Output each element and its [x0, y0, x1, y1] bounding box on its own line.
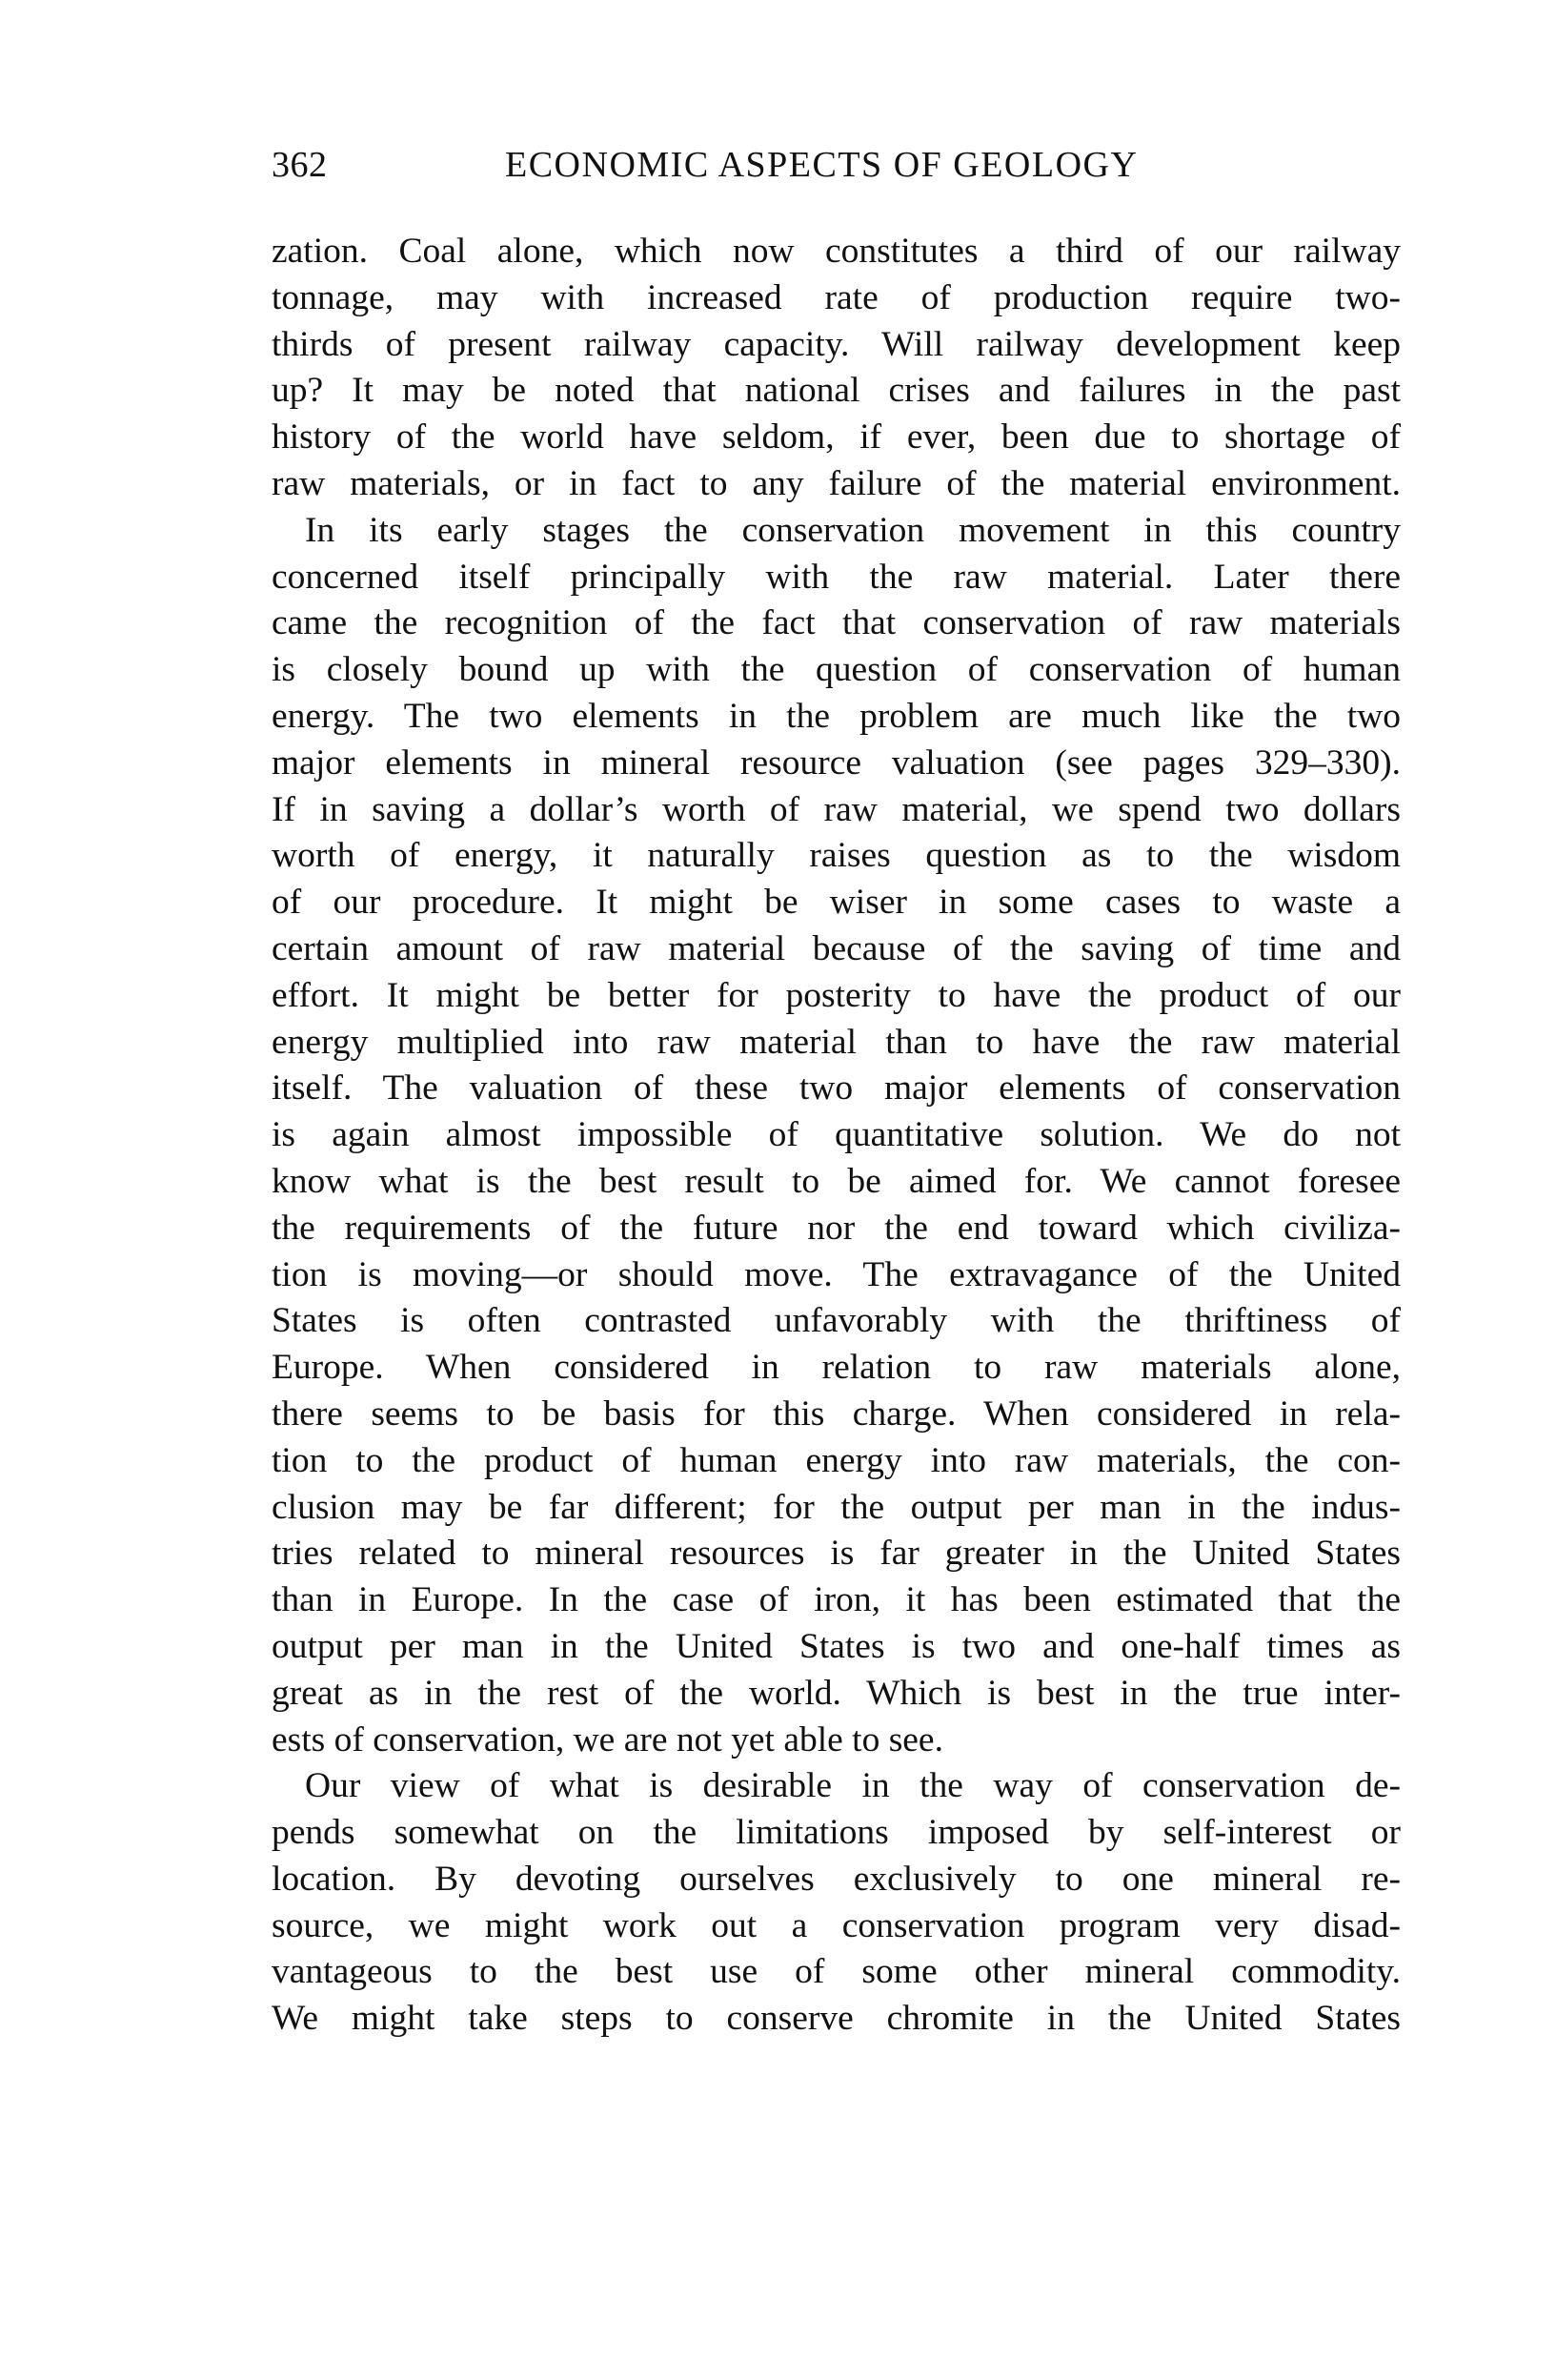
text-line: major elements in mineral resource valuation (see pages 329–330).: [272, 742, 1401, 783]
text-line: States is often contrasted unfavorably with the thriftiness of: [272, 1301, 1401, 1341]
text-line: output per man in the United States is two and one-half times as: [272, 1626, 1401, 1666]
paragraph: [272, 508, 1401, 1764]
running-header: [272, 141, 1405, 189]
text-line: tion to the product of human energy into raw materials, the con-: [272, 1440, 1401, 1480]
text-line: than in Europe. In the case of iron, it has been estimated that the: [272, 1580, 1401, 1620]
text-line: concerned itself principally with the raw material. Later there: [272, 557, 1401, 597]
page-number: 362: [272, 145, 328, 185]
text-line: great as in the rest of the world. Which is best in the true inter-: [272, 1673, 1401, 1713]
text-line: If in saving a dollar’s worth of raw material, we spend two dollars: [272, 789, 1401, 829]
text-line: the requirements of the future nor the end toward which civiliza-: [272, 1208, 1401, 1248]
text-line: tonnage, may with increased rate of production require two-: [272, 277, 1401, 317]
text-line: of our procedure. It might be wiser in some cases to waste a: [272, 883, 1401, 923]
text-line: thirds of present railway capacity. Will railway development keep: [272, 324, 1401, 364]
text-line: location. By devoting ourselves exclusively to one mineral re-: [272, 1859, 1401, 1899]
text-line: is again almost impossible of quantitative solution. We do not: [272, 1115, 1401, 1155]
paragraph: [272, 1763, 1401, 2043]
text-line: is closely bound up with the question of conservation of human: [272, 650, 1401, 690]
text-line: know what is the best result to be aimed for. We cannot foresee: [272, 1161, 1401, 1201]
text-line: came the recognition of the fact that conservation of raw materials: [272, 603, 1401, 643]
text-line: ests of conservation, we are not yet able to see.: [272, 1719, 943, 1760]
text-line: energy. The two elements in the problem are much like the two: [272, 696, 1401, 736]
text-line: clusion may be far different; for the output per man in the indus-: [272, 1487, 1401, 1527]
text-line: there seems to be basis for this charge. When considered in rela-: [272, 1393, 1401, 1434]
text-line: energy multiplied into raw material than to have the raw material: [272, 1022, 1401, 1062]
text-line: tion is moving—or should move. The extravagance of the United: [272, 1254, 1401, 1294]
text-line: tries related to mineral resources is far greater in the United States: [272, 1534, 1401, 1574]
text-line: history of the world have seldom, if ever, been due to shortage of: [272, 417, 1401, 458]
text-line: vantageous to the best use of some other mineral commodity.: [272, 1952, 1401, 1992]
text-line: certain amount of raw material because of the saving of time and: [272, 928, 1401, 968]
text-line: source, we might work out a conservation program very disad-: [272, 1905, 1401, 1945]
text-line: effort. It might be better for posterity to have the product of our: [272, 975, 1401, 1015]
text-line: raw materials, or in fact to any failure of the material environment.: [272, 463, 1401, 503]
text-line: worth of energy, it naturally raises question as to the wisdom: [272, 836, 1401, 876]
paragraph: [272, 229, 1401, 508]
body-text: [272, 229, 1401, 2043]
text-line: We might take steps to conserve chromite in the United States: [272, 1999, 1401, 2039]
text-line: zation. Coal alone, which now constitutes a third of our railway: [272, 232, 1401, 271]
text-line: In its early stages the conservation movement in this country: [305, 510, 1401, 550]
running-title: ECONOMIC ASPECTS OF GEOLOGY: [505, 145, 1139, 185]
text-line: Europe. When considered in relation to raw materials alone,: [272, 1348, 1401, 1388]
text-line: up? It may be noted that national crises and failures in the past: [272, 371, 1401, 411]
text-line: itself. The valuation of these two major elements of conservation: [272, 1068, 1401, 1109]
text-line: Our view of what is desirable in the way of conservation de-: [305, 1766, 1401, 1806]
text-line: pends somewhat on the limitations imposed by self-interest or: [272, 1813, 1401, 1853]
